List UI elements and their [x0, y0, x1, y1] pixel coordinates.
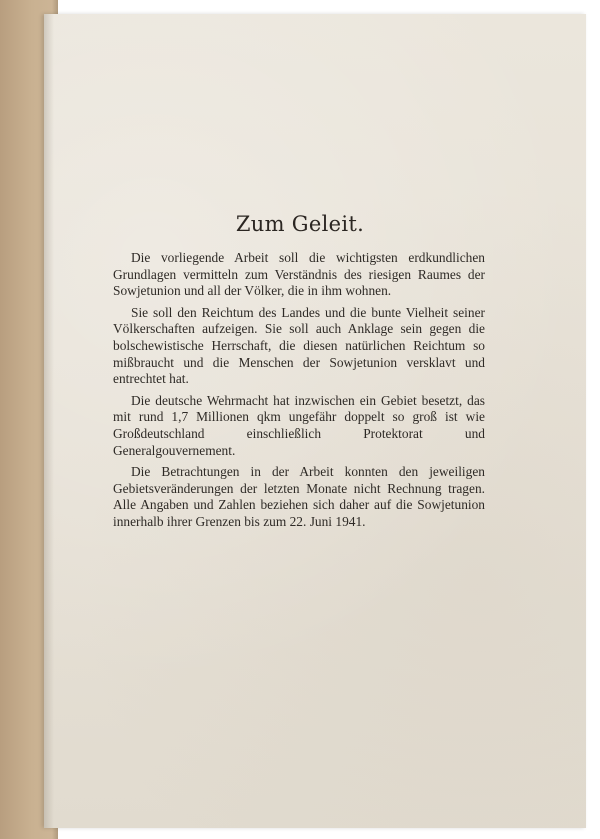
foreword-text	[113, 250, 485, 536]
paragraph-1: Die vorliegende Arbeit soll die wichtigsten erdkundlichen Grundlagen vermitteln zum Verständnis des riesigen Raumes der Sowjetunion und all der Völker, die in ihm wohnen.	[113, 250, 485, 299]
paragraph-2: Sie soll den Reichtum des Landes und die bunte Vielheit seiner Völkerschaften aufzeigen. Sie soll auch Anklage sein gegen die bolschewistische Herrschaft, die diesen natürlichen Reichtum so mißbraucht und die Menschen der Sowjetunion versklavt und entrechtet hat.	[113, 304, 485, 387]
paragraph-4: Die Betrachtungen in der Arbeit konnten den jeweiligen Gebietsveränderungen der letzten Monate nicht Rechnung tragen. Alle Angaben und Zahlen beziehen sich daher auf die Sowjetunion innerhalb ihrer Grenzen bis zum 22. Juni 1941.	[113, 464, 485, 529]
page-title: Zum Geleit.	[235, 212, 365, 236]
paragraph-3: Die deutsche Wehrmacht hat inzwischen ein Gebiet besetzt, das mit rund 1,7 Millionen qkm ungefähr doppelt so groß ist wie Großdeutschland einschließlich Protektorat und Generalgouvernement.	[113, 392, 485, 458]
page-shadow-edge	[44, 14, 54, 828]
